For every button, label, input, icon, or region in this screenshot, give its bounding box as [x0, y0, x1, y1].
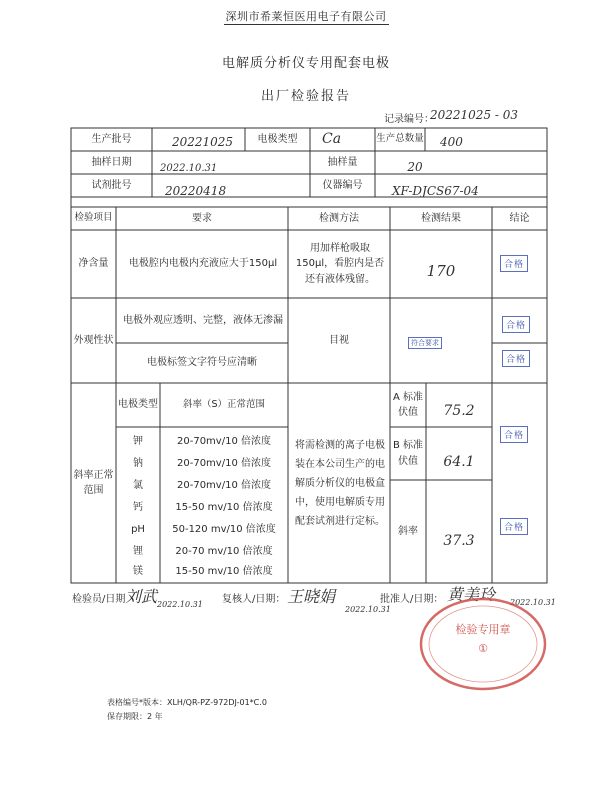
col-requirement-header: 要求 [192, 212, 212, 224]
inspector-signature: 刘武 [125, 587, 158, 606]
record-number-label: 记录编号： [384, 114, 434, 125]
electrode-type-label: 电极类型 [257, 133, 298, 145]
slope-range-mg: 15-50 mv/10 倍浓度 [175, 566, 273, 578]
slope-range-ph: 50-120 mv/10 倍浓度 [172, 524, 276, 536]
appearance-pass-stamp-2: 合格 [502, 350, 530, 367]
total-quantity-value: 400 [440, 135, 463, 150]
slope-pass-stamp-1: 合格 [500, 426, 528, 443]
reagent-batch-value: 20220418 [165, 184, 227, 199]
col-conclusion-header: 结论 [509, 212, 530, 224]
appearance-pass-stamp-1: 合格 [502, 316, 530, 333]
slope-label: 斜率 [398, 525, 418, 537]
company-name: 深圳市希莱恒医用电子有限公司 [225, 10, 387, 23]
slope-type-mg: 镁 [133, 566, 143, 578]
slope-type-li: 锂 [133, 546, 143, 558]
slope-range-li: 20-70 mv/10 倍浓度 [175, 546, 273, 558]
approver-signature: 黄美玲 [447, 585, 496, 604]
slope-range-cl: 20-70mv/10 倍浓度 [177, 480, 271, 492]
batch-label: 生产批号 [91, 133, 132, 145]
slope-type-ph: pH [131, 524, 145, 536]
sample-date-value: 2022.10.31 [160, 162, 218, 174]
slope-type-na: 钠 [133, 458, 143, 470]
reagent-batch-label: 试剂批号 [91, 179, 132, 191]
slope-value: 37.3 [443, 532, 475, 549]
document-subtitle: 出厂检验报告 [260, 89, 351, 104]
appearance-requirement-2: 电极标签文字符号应清晰 [147, 357, 257, 369]
slope-range-ca: 15-50 mv/10 倍浓度 [175, 502, 273, 514]
electrode-type-value: Ca [322, 130, 342, 147]
inspector-label: 检验员/日期 [72, 594, 126, 605]
appearance-item: 外观性状 [73, 334, 114, 346]
inspection-seal [418, 596, 548, 692]
inspector-date: 2022.10.31 [157, 600, 203, 609]
net-content-requirement: 电极腔内电极内充液应大于150μl [128, 258, 278, 270]
seal-number: ① [478, 642, 488, 655]
slope-type-cl: 氯 [133, 480, 143, 492]
col-method-header: 检测方法 [319, 212, 359, 224]
slope-range-header: 斜率（S）正常范围 [182, 398, 266, 410]
col-item-header: 检验项目 [74, 212, 113, 224]
record-number-value: 20221025 - 03 [430, 108, 519, 122]
approver-label: 批准人/日期： [380, 594, 444, 605]
slope-type-header: 电极类型 [118, 399, 158, 411]
reviewer-signature: 王晓娟 [287, 587, 336, 606]
a-standard-label: A 标准伏值 [392, 391, 424, 418]
a-standard-value: 75.2 [443, 403, 475, 420]
slope-method: 将需检测的离子电极装在本公司生产的电解质分析仪的电极盒中，使用电解质专用配套试剂进行定标。 [295, 439, 385, 527]
col-result-header: 检测结果 [421, 212, 461, 224]
sample-quantity-label: 抽样量 [327, 156, 358, 168]
net-content-pass-stamp: 合格 [500, 255, 528, 272]
b-standard-value: 64.1 [443, 453, 475, 470]
sample-date-label: 抽样日期 [91, 156, 132, 168]
form-number: 表格编号*版本：XLH/QR-PZ-972DJ-01*C.0 [107, 698, 267, 707]
net-content-result: 170 [426, 262, 456, 281]
document-title: 电解质分析仪专用配套电极 [221, 56, 390, 71]
instrument-number-value: XF-DJCS67-04 [392, 184, 479, 199]
seal-center-text: 检验专用章 [455, 623, 511, 636]
slope-item: 斜率正常范围 [73, 469, 114, 496]
slope-type-k: 钾 [133, 436, 143, 448]
retention-period: 保存期限：2 年 [107, 712, 163, 721]
net-content-method: 用加样枪吸取150μl，看腔内是否还有液体残留。 [295, 242, 385, 285]
sample-quantity-value: 20 [407, 160, 423, 175]
reviewer-label: 复核人/日期： [222, 594, 286, 605]
slope-pass-stamp-2: 合格 [500, 518, 528, 535]
approver-date: 2022.10.31 [510, 598, 556, 607]
b-standard-label: B 标准伏值 [392, 440, 424, 467]
total-quantity-label: 生产总数量 [376, 133, 424, 145]
reviewer-date: 2022.10.31 [345, 605, 391, 614]
appearance-requirement-1: 电极外观应透明、完整，液体无渗漏 [123, 314, 283, 326]
slope-range-na: 20-70mv/10 倍浓度 [177, 458, 271, 470]
slope-range-k: 20-70mv/10 倍浓度 [177, 436, 271, 448]
batch-value: 20221025 [171, 135, 234, 150]
instrument-number-label: 仪器编号 [322, 179, 363, 191]
appearance-method: 目视 [329, 334, 349, 346]
appearance-result-stamp: 符合要求 [408, 337, 442, 349]
net-content-item: 净含量 [78, 258, 109, 270]
slope-type-ca: 钙 [133, 502, 143, 514]
